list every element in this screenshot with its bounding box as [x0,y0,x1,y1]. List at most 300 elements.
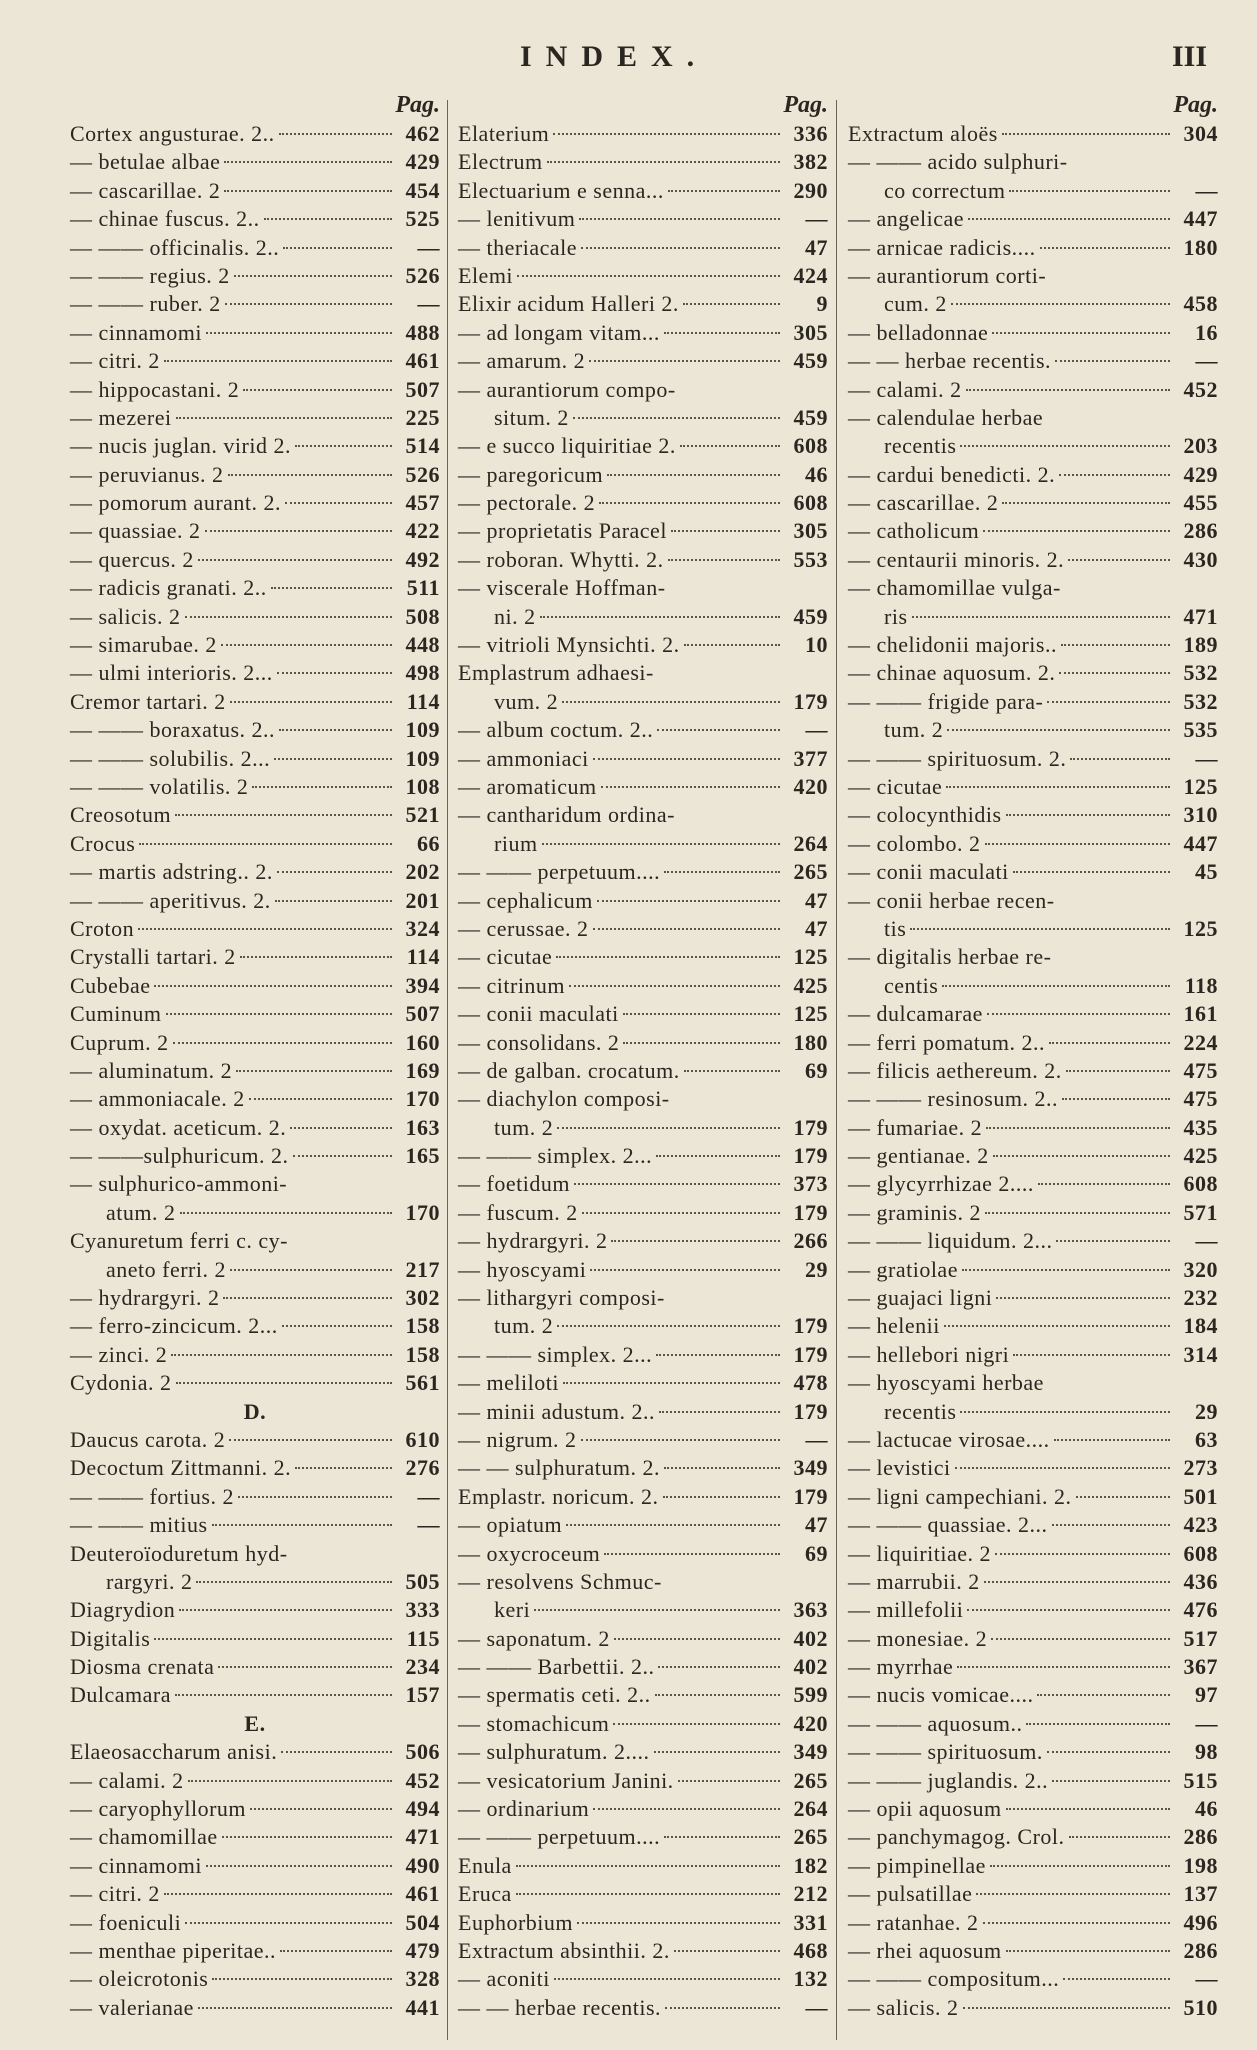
dot-leader [993,1155,1170,1157]
index-entry [848,773,1218,801]
entry-term: — aurantiorum corti- [848,262,1047,288]
entry-term: Elaterium [458,121,550,146]
dot-leader [912,616,1171,618]
entry-term: Extractum aloës [848,121,998,146]
dot-leader [654,1751,781,1753]
entry-list [458,120,828,2022]
entry-term: — amarum. 2 [458,348,586,374]
entry-term: — nucis juglan. virid 2. [70,433,291,459]
entry-page: 286 [1183,1824,1218,1850]
entry-term: — meliloti [458,1370,559,1396]
entry-term: — hydrargyri. 2 [458,1228,608,1254]
entry-page: 114 [406,944,440,970]
index-entry [70,773,440,801]
entry-term: — citri. 2 [70,1881,160,1907]
section-letter [70,1710,440,1738]
entry-term: — resolvens Schmuc- [458,1568,662,1594]
entry-page: 170 [405,1199,440,1225]
entry-term: — salicis. 2 [848,1994,959,2020]
index-entry [458,915,828,943]
entry-page: 610 [405,1426,440,1452]
dot-leader [1002,133,1170,135]
entry-term: — filicis aethereum. 2. [848,1057,1062,1083]
entry-term: Daucus carota. 2 [70,1426,226,1452]
index-entry [70,1511,440,1539]
entry-page: 158 [405,1341,440,1367]
index-entry [70,1909,440,1937]
entry-page: 475 [1183,1086,1218,1112]
entry-page: 492 [405,546,440,572]
dot-leader [1076,1496,1171,1498]
entry-page: 305 [793,518,828,544]
entry-term: — chamomillae [70,1824,218,1850]
dot-leader [589,360,780,362]
entry-term: — — herbae recentis. [458,1994,662,2020]
entry-term: — martis adstring.. 2. [70,859,273,885]
dot-leader [604,1553,780,1555]
entry-page: 137 [1183,1881,1218,1907]
index-entry [70,1596,440,1624]
dot-leader [540,616,780,618]
index-entry [70,234,440,262]
index-entry [458,1341,828,1369]
entry-term: — —— juglandis. 2.. [848,1767,1049,1793]
index-entry [458,148,828,176]
index-entry [70,1256,440,1284]
index-entry [70,1994,440,2022]
index-entry [70,205,440,233]
index-column-1 [70,92,440,2022]
dot-leader [996,1297,1170,1299]
dot-leader [663,1496,780,1498]
dot-leader [238,1496,392,1498]
dot-leader [173,1042,392,1044]
entry-page: 363 [793,1597,828,1623]
entry-page: 504 [405,1909,440,1935]
entry-page: 336 [793,121,828,146]
entry-term: — graminis. 2 [848,1199,981,1225]
entry-page: 324 [405,915,440,941]
dot-leader [582,1212,780,1214]
entry-page: — [1195,745,1218,771]
dot-leader [664,332,780,334]
dot-leader [1066,1070,1170,1072]
index-entry [848,1142,1218,1170]
index-entry [458,688,828,716]
dot-leader [658,1666,780,1668]
entry-page: — [417,1483,440,1509]
entry-term: — marrubii. 2 [848,1568,980,1594]
index-entry [458,659,828,687]
index-entry [70,546,440,574]
entry-term: — nucis vomicae.... [848,1682,1034,1708]
dot-leader [228,474,392,476]
dot-leader [656,1155,780,1157]
index-entry [458,716,828,744]
dot-leader [566,1524,780,1526]
entry-term: — monesiae. 2 [848,1625,988,1651]
entry-term: — hyoscyami herbae [848,1370,1044,1396]
index-entry [848,1880,1218,1908]
index-entry [458,1312,828,1340]
entry-page: 452 [1183,376,1218,402]
dot-leader [295,1467,392,1469]
entry-page: 459 [793,404,828,430]
entry-term: — millefolii [848,1597,964,1623]
dot-leader [198,559,392,561]
entry-page: 234 [405,1654,440,1680]
entry-page: 46 [805,461,828,487]
dot-leader [1013,871,1170,873]
index-entry [70,1312,440,1340]
entry-page: — [417,1512,440,1538]
entry-term: — dulcamarae [848,1001,983,1027]
entry-page: 430 [1183,546,1218,572]
entry-page: 132 [793,1966,828,1992]
index-entry [458,972,828,1000]
index-entry [458,177,828,205]
dot-leader [274,758,392,760]
entry-page: 423 [1183,1512,1218,1538]
entry-page: 217 [405,1256,440,1282]
index-entry [70,1369,440,1397]
page-header [0,40,1257,80]
index-entry [458,376,828,404]
index-entry [458,801,828,829]
index-entry [70,1426,440,1454]
entry-page: 447 [1183,206,1218,232]
index-entry [848,688,1218,716]
entry-page: 535 [1183,717,1218,743]
index-entry [848,1568,1218,1596]
entry-page: 488 [405,319,440,345]
entry-page: 436 [1183,1568,1218,1594]
entry-term: — helenii [848,1313,940,1339]
index-entry [458,1227,828,1255]
dot-leader [668,559,780,561]
dot-leader [224,161,392,163]
dot-leader [601,786,780,788]
dot-leader [243,389,392,391]
index-entry [70,489,440,517]
index-entry [70,1029,440,1057]
entry-term: tis [884,915,907,941]
index-entry [848,1170,1218,1198]
entry-page: 599 [793,1682,828,1708]
index-entry [848,943,1218,971]
index-entry [458,347,828,375]
dot-leader [581,1439,780,1441]
dot-leader [963,2007,1171,2009]
dot-leader [966,389,1170,391]
index-entry [70,120,440,148]
dot-leader [206,332,392,334]
dot-leader [547,161,780,163]
entry-page: 608 [1183,1540,1218,1566]
index-entry [458,1738,828,1766]
entry-page: 290 [793,177,828,203]
entry-page: 331 [793,1909,828,1935]
dot-leader [516,1865,780,1867]
entry-term: — opii aquosum [848,1796,1002,1822]
index-entry [458,887,828,915]
dot-leader [275,900,392,902]
pag-label: Pag. [783,92,828,118]
entry-term: Electrum [458,149,543,175]
entry-term: Croton [70,915,135,941]
dot-leader [614,1638,780,1640]
entry-term: — hippocastani. 2 [70,376,240,402]
dot-leader [671,530,780,532]
entry-term: — —— resinosum. 2.. [848,1086,1058,1112]
entry-term: — chelidonii majoris.. [848,632,1057,658]
dot-leader [224,190,392,192]
dot-leader [581,247,780,249]
entry-term: — cinnamomi [70,1852,202,1878]
entry-term: — catholicum [848,518,980,544]
dot-leader [139,843,392,845]
index-entry [458,1284,828,1312]
entry-page: 441 [405,1994,440,2020]
entry-term: — spermatis ceti. 2.. [458,1682,651,1708]
dot-leader [678,1780,780,1782]
entry-page: 165 [405,1143,440,1169]
dot-leader [599,502,780,504]
dot-leader [185,616,393,618]
entry-term: tum. 2 [494,1114,554,1140]
entry-term: — de galban. crocatum. [458,1057,680,1083]
entry-page: 448 [405,632,440,658]
dot-leader [1038,1183,1170,1185]
entry-term: cum. 2 [884,291,947,317]
index-entry [848,631,1218,659]
entry-page: 69 [805,1540,828,1566]
entry-page: 163 [405,1114,440,1140]
entry-term: Crystalli tartari. 2 [70,944,236,970]
index-entry [70,1454,440,1482]
entry-page: 202 [405,859,440,885]
dot-leader [593,928,780,930]
index-entry [458,1199,828,1227]
entry-page: 479 [405,1938,440,1963]
index-entry [458,205,828,233]
index-entry [458,290,828,318]
entry-term: atum. 2 [106,1199,176,1225]
entry-term: — conii maculati [848,859,1009,885]
entry-term: — simarubae. 2 [70,632,217,658]
index-entry [458,631,828,659]
entry-page: 45 [1195,859,1218,885]
entry-term: — —— perpetuum.... [458,1824,661,1850]
entry-term: — ligni campechiani. 2. [848,1483,1072,1509]
entry-term: — oleicrotonis [70,1966,209,1992]
entry-page: — [805,717,828,743]
dot-leader [579,218,780,220]
dot-leader [665,2007,780,2009]
entry-page: 266 [793,1228,828,1254]
dot-leader [166,1013,392,1015]
index-entry [848,262,1218,290]
index-entry [458,745,828,773]
entry-term: — minii adustum. 2.. [458,1398,655,1424]
entry-page: 608 [793,490,828,516]
entry-term: — consolidans. 2 [458,1029,620,1055]
entry-term: — e succo liquiritiae 2. [458,433,676,459]
entry-term: — calami. 2 [848,376,962,402]
entry-term: — —— aperitivus. 2. [70,887,271,913]
entry-page: 461 [405,1881,440,1907]
entry-term: rium [494,830,538,856]
entry-term: — valerianae [70,1994,194,2020]
entry-term: — ——sulphuricum. 2. [70,1143,289,1169]
entry-page: 9 [816,291,828,317]
index-entry [848,1937,1218,1965]
entry-term: Deuteroïoduretum hyd- [70,1540,288,1566]
index-entry [70,1540,440,1568]
entry-term: — liquiritiae. 2 [848,1540,992,1566]
index-entry [848,830,1218,858]
entry-term: — — sulphuratum. 2. [458,1455,660,1481]
index-entry [458,603,828,631]
column-divider [447,100,448,2040]
index-entry [458,1909,828,1937]
dot-leader [1026,1723,1170,1725]
index-entry [458,1994,828,2022]
entry-page: 525 [405,206,440,232]
entry-term: — roboran. Whytti. 2. [458,546,664,572]
entry-term: Cyanuretum ferri c. cy- [70,1228,288,1254]
entry-term: — oxycroceum [458,1540,601,1566]
entry-page: 420 [793,773,828,799]
entry-term: — guajaci ligni [848,1285,993,1311]
entry-page: 506 [405,1739,440,1765]
index-entry [848,1199,1218,1227]
dot-leader [960,1411,1170,1413]
entry-page: 114 [406,688,440,714]
entry-term: — —— mitius [70,1512,208,1538]
entry-page: 532 [1183,660,1218,686]
entry-page: 333 [405,1597,440,1623]
entry-term: Elaeosaccharum anisi. [70,1739,278,1765]
entry-term: — betulae albae [70,149,221,175]
index-entry [458,461,828,489]
index-entry [70,262,440,290]
entry-page: 402 [793,1625,828,1651]
dot-leader [175,814,392,816]
index-entry [70,1199,440,1227]
dot-leader [684,644,780,646]
entry-term: — —— aquosum.. [848,1710,1023,1736]
dot-leader [176,417,392,419]
dot-leader [277,672,392,674]
entry-page: 160 [405,1029,440,1055]
entry-page: — [805,1426,828,1452]
dot-leader [573,417,780,419]
entry-page: 29 [1195,1398,1218,1424]
entry-page: 273 [1183,1455,1218,1481]
index-entry [848,148,1218,176]
entry-page: 179 [793,1483,828,1509]
dot-leader [623,1013,780,1015]
entry-term: — chinae aquosum. 2. [848,660,1056,686]
entry-term: — —— regius. 2 [70,262,230,288]
index-entry [848,858,1218,886]
entry-page: 224 [1183,1029,1218,1055]
index-entry [70,1057,440,1085]
index-entry [458,1937,828,1965]
dot-leader [240,956,392,958]
entry-term: — cephalicum [458,887,593,913]
index-entry [458,1823,828,1851]
entry-page: 63 [1195,1426,1218,1452]
dot-leader [290,1127,392,1129]
entry-term: Elemi [458,262,514,288]
entry-page: 608 [793,433,828,459]
entry-page: 422 [405,518,440,544]
entry-term: — levistici [848,1455,951,1481]
index-entry [848,745,1218,773]
index-entry [70,1681,440,1709]
dot-leader [1002,502,1170,504]
index-entry [848,1767,1218,1795]
dot-leader [976,1893,1170,1895]
dot-leader [206,1865,392,1867]
index-entry [848,1852,1218,1880]
entry-term: — pulsatillae [848,1881,973,1907]
index-entry [70,1085,440,1113]
index-entry [848,972,1218,1000]
index-entry [458,1256,828,1284]
index-entry [70,319,440,347]
dot-leader [279,133,392,135]
entry-page: 170 [405,1086,440,1112]
index-entry [848,1085,1218,1113]
entry-page: 125 [793,944,828,970]
index-entry [848,1114,1218,1142]
dot-leader [960,445,1170,447]
index-entry [458,1057,828,1085]
index-entry [458,1426,828,1454]
entry-page: — [1195,177,1218,203]
dot-leader [674,1950,780,1952]
index-entry [70,1852,440,1880]
entry-term: — vesicatorium Janini. [458,1767,674,1793]
entry-page: 265 [793,859,828,885]
index-entry [848,603,1218,631]
entry-term: ni. 2 [494,603,536,629]
entry-term: — ferri pomatum. 2.. [848,1029,1045,1055]
dot-leader [1054,1439,1170,1441]
entry-term: — foetidum [458,1171,570,1197]
dot-leader [1040,247,1170,249]
index-entry [848,1312,1218,1340]
entry-term: — ulmi interioris. 2... [70,660,273,686]
entry-term: — opiatum [458,1512,563,1538]
index-entry [848,1029,1218,1057]
entry-term: — —— spirituosum. [848,1739,1043,1765]
dot-leader [664,1836,780,1838]
dot-leader [664,1467,780,1469]
entry-term: Decoctum Zittmanni. 2. [70,1455,292,1481]
dot-leader [164,1893,392,1895]
entry-page: 286 [1183,1938,1218,1963]
index-entry [848,347,1218,375]
dot-leader [1047,701,1170,703]
dot-leader [1055,360,1170,362]
entry-term: — gentianae. 2 [848,1143,989,1169]
entry-page: 276 [405,1455,440,1481]
dot-leader [279,729,392,731]
